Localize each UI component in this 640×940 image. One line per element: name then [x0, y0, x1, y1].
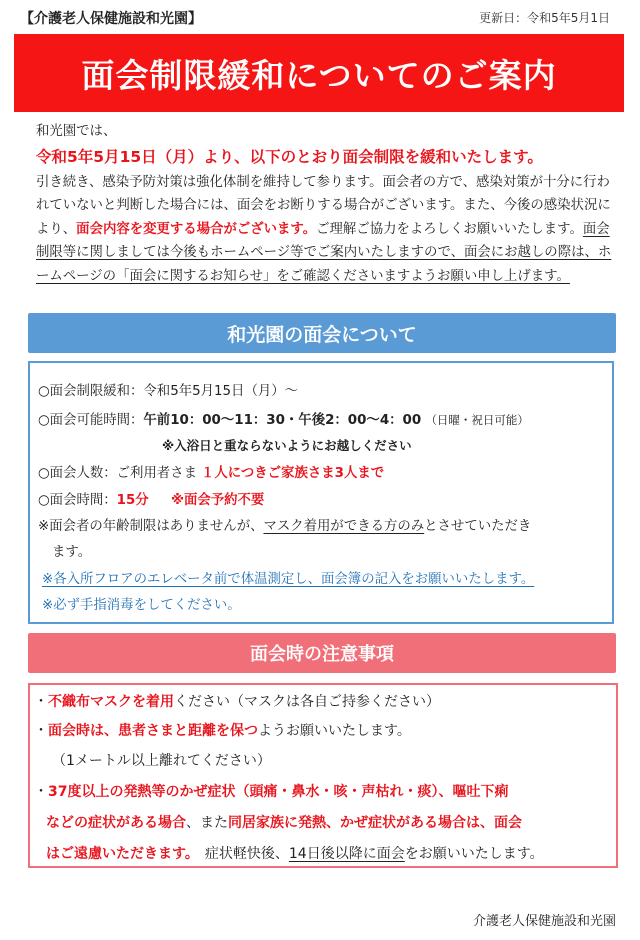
reserve-note: ※面会予約不要 — [170, 493, 265, 508]
age-note-cont: ます。 — [52, 545, 92, 560]
dist-rest: ようお願いいたします。 — [258, 723, 411, 739]
people-prefix: ご利用者さま — [116, 466, 197, 481]
age-note — [38, 515, 531, 534]
relax-value: 令和5年5月15日（月）～ — [143, 384, 299, 399]
caution-distance-sub: （1メートル以上離れてください） — [52, 753, 271, 769]
time-label: ○面会時間： — [38, 493, 117, 508]
intro-line1: 和光園では、 — [36, 124, 117, 139]
bullet: ・ — [34, 694, 48, 710]
sym-red: 37度以上の発熱等のかぜ症状（頭痛・鼻水・咳・声枯れ・痰）、嘔吐下痢 — [48, 784, 509, 800]
dist-red: 面会時は、患者さまと距離を保つ — [48, 723, 258, 739]
bath-note: ※入浴日と重ならないようにお越しください — [162, 438, 412, 453]
people-value: １人につきご家族さま3人まで — [200, 466, 385, 481]
sym-mid: 、また — [186, 815, 228, 831]
mask-rest: ください（マスクは各自ご持参ください） — [174, 694, 440, 710]
age-note-u: マスク着用ができる方のみ — [263, 519, 425, 534]
hours-label: ○面会可能時間： — [38, 413, 144, 428]
people-row — [38, 462, 384, 481]
caution-symptoms — [34, 781, 508, 801]
page-title: 面会制限緩和についてのご案内 — [14, 34, 624, 112]
temp-note: ※各入所フロアのエレベータ前で体温測定し、面会簿の記入をお願いいたします。 — [42, 572, 535, 587]
sym-red4: はご遠慮いただきます。 — [46, 846, 199, 862]
relax-label: ○面会制限緩和： — [38, 384, 144, 399]
bullet: ・ — [34, 784, 48, 800]
intro-text — [36, 120, 618, 288]
visit-section-heading: 和光園の面会について — [28, 313, 616, 353]
intro-p2: 面会制限等に関しましては今後もホームページ等でご案内いたしますので、面会にお越しの際は、ホームページの「面会に関するお知らせ」をご確認くださいますようお願い申し上げます。 — [36, 221, 612, 284]
hours-note: （日曜・祝日可能） — [425, 413, 529, 427]
intro-p1-tail: ご理解ご協力をよろしくお願いいたします。 — [316, 221, 583, 237]
bullet: ・ — [34, 723, 48, 739]
intro-headline: 令和5年5月15日（月）より、以下のとおり面会制限を緩和いたします。 — [36, 147, 543, 166]
time-value: 15分 — [116, 493, 149, 508]
caution-symptoms-3 — [46, 843, 544, 863]
mask-red: 不織布マスクを着用 — [48, 694, 174, 710]
footer-org: 介護老人保健施設和光園 — [472, 914, 616, 929]
time-row — [38, 489, 264, 508]
caution-mask — [34, 691, 440, 711]
people-label: ○面会人数： — [38, 466, 117, 481]
sym-red2: などの症状がある場合 — [46, 815, 186, 831]
hours-value: 午前10：00～11：30・午後2：00～4：00 — [143, 413, 422, 428]
sanitize-note: ※必ず手指消毒をしてください。 — [42, 598, 241, 613]
sym-end: をお願いいたします。 — [404, 846, 544, 862]
sym-rest: 症状軽快後、 — [204, 846, 289, 862]
intro-p1: 引き続き、感染予防対策は強化体制を維持して参ります。面会者の方で、感染対策が十分に行われていないと判断した場合には、面会をお断りする場合がございます。また、今後の感染状況により、 — [36, 174, 611, 237]
facility-tag: 【介護老人保健施設和光園】 — [20, 11, 202, 27]
sym-underline: 14日後以降に面会 — [288, 846, 405, 862]
age-note-b: とさせていただき — [424, 519, 532, 534]
sym-red3: 同居家族に発熱、かぜ症状がある場合は、面会 — [228, 815, 522, 831]
hours-row — [38, 409, 529, 428]
intro-p1-red: 面会内容を変更する場合がございます。 — [76, 221, 317, 237]
relax-row — [38, 380, 298, 399]
age-note-a: ※面会者の年齢制限はありませんが、 — [38, 519, 264, 534]
caution-symptoms-2 — [46, 812, 522, 832]
updated-date: 更新日：令和5年5月1日 — [479, 11, 610, 25]
caution-distance — [34, 720, 411, 740]
caution-section-heading: 面会時の注意事項 — [28, 633, 616, 673]
